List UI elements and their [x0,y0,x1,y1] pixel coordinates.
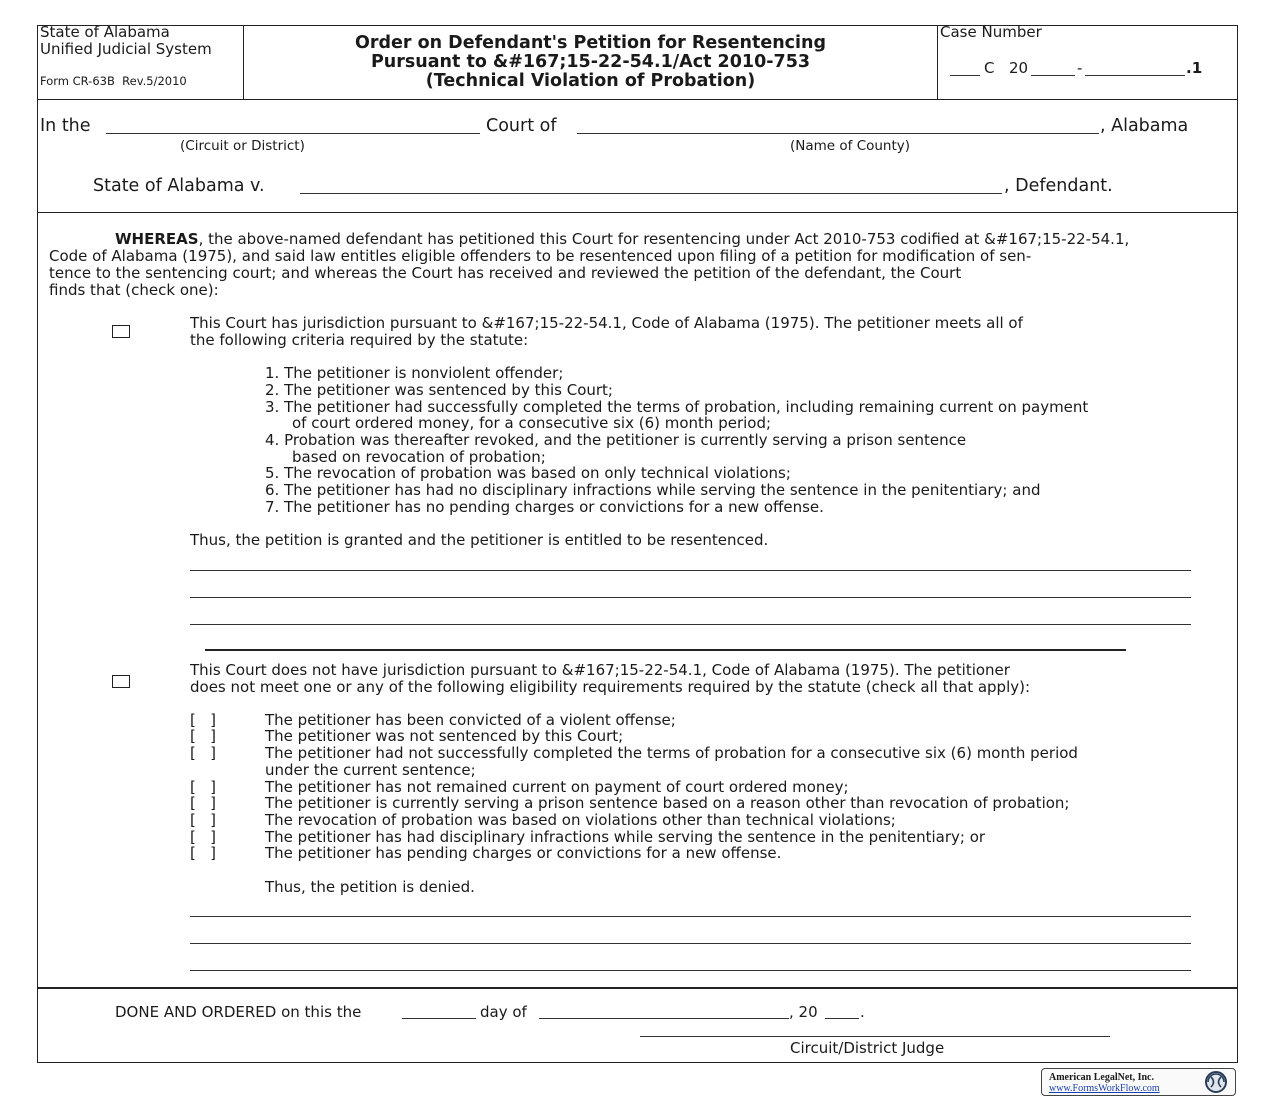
circuit-district-field[interactable] [106,133,480,134]
day-of-label: day of [480,1003,527,1021]
header-divider-right [937,25,938,100]
state-name: State of Alabama [40,23,170,41]
denied-bracket-3[interactable]: [ ] [190,744,217,762]
date-period: . [860,1003,865,1021]
criteria-item-3-cont: of court ordered money, for a consecutive six (6) month period; [292,414,772,432]
criteria-item-1: 1. The petitioner is nonviolent offender; [265,364,564,382]
state-v-label: State of Alabama v. [93,176,265,196]
denied-conclusion: Thus, the petition is denied. [265,878,475,896]
county-field[interactable] [577,133,1099,134]
logo-globe-icon [1199,1070,1231,1094]
whereas-text: , the above-named defendant has petitioned this Court for resentencing under Act 2010-753 codified at &#167;15-22-54.1, [198,230,1130,248]
case-number-field-year[interactable] [1031,75,1075,76]
denied-bracket-1[interactable]: [ ] [190,711,217,729]
options-separator [205,649,1126,651]
granted-checkbox[interactable] [112,325,130,338]
whereas-line2: Code of Alabama (1975), and said law entitles eligible offenders to be resentenced upon filing of a petition for modification of sen- [49,247,1032,265]
form-id: Form CR-63B Rev.5/2010 [40,74,187,88]
judicial-system: Unified Judicial System [40,40,212,58]
granted-conclusion: Thus, the petition is granted and the petitioner is entitled to be resentenced. [190,531,769,549]
criteria-item-4-cont: based on revocation of probation; [292,448,546,466]
criteria-item-5: 5. The revocation of probation was based on only technical violations; [265,464,791,482]
defendant-label: , Defendant. [1004,176,1113,196]
day-field[interactable] [402,1018,476,1019]
done-ordered-label: DONE AND ORDERED on this the [115,1003,362,1021]
denied-notes-line-2[interactable] [190,943,1191,944]
denied-item-5: The petitioner is currently serving a prison sentence based on a reason other than revocation of probation; [265,794,1070,812]
criteria-item-2: 2. The petitioner was sentenced by this Court; [265,381,613,399]
court-of-label: Court of [486,116,557,136]
denied-bracket-5[interactable]: [ ] [190,794,217,812]
case-number-field-seq[interactable] [1085,75,1185,76]
judge-signature-line[interactable] [640,1036,1110,1037]
year-prefix: , 20 [789,1003,818,1021]
year-field[interactable] [825,1018,859,1019]
denied-item-2: The petitioner was not sentenced by this Court; [265,727,624,745]
american-legalnet-logo[interactable] [1041,1068,1236,1096]
county-caption: (Name of County) [790,138,911,154]
denied-item-8: The petitioner has pending charges or convictions for a new offense. [265,844,782,862]
denied-notes-line-3[interactable] [190,970,1191,971]
denied-bracket-8[interactable]: [ ] [190,844,217,862]
criteria-item-3: 3. The petitioner had successfully completed the terms of probation, including remaining current on payment [265,398,1089,416]
denied-bracket-7[interactable]: [ ] [190,828,217,846]
case-number-c: C [984,59,995,77]
whereas-line3: tence to the sentencing court; and whereas the Court has received and reviewed the petition of the defendant, the Court [49,264,962,282]
criteria-item-4: 4. Probation was thereafter revoked, and the petitioner is currently serving a prison sentence [265,431,967,449]
granted-notes-line-1[interactable] [190,570,1191,571]
logo-url[interactable]: www.FormsWorkFlow.com [1049,1083,1160,1094]
denied-item-6: The revocation of probation was based on violations other than technical violations; [265,811,896,829]
denied-item-4: The petitioner has not remained current on payment of court ordered money; [265,778,849,796]
granted-notes-line-3[interactable] [190,624,1191,625]
whereas-line1 [115,231,1129,248]
criteria-item-6: 6. The petitioner has had no disciplinary infractions while serving the sentence in the penitentiary; and [265,481,1041,499]
criteria-item-7: 7. The petitioner has no pending charges or convictions for a new offense. [265,498,824,516]
circuit-or-district-caption: (Circuit or District) [180,138,305,154]
denied-bracket-6[interactable]: [ ] [190,811,217,829]
denied-item-7: The petitioner has had disciplinary infractions while serving the sentence in the penitentiary; or [265,828,986,846]
body-border-right [1237,100,1238,1063]
denied-bracket-4[interactable]: [ ] [190,778,217,796]
whereas-line4: finds that (check one): [49,281,219,299]
alabama-label: , Alabama [1100,116,1189,136]
denied-item-1: The petitioner has been convicted of a violent offense; [265,711,676,729]
denied-item-3-cont: under the current sentence; [265,761,476,779]
granted-intro-line1: This Court has jurisdiction pursuant to &#167;15-22-54.1, Code of Alabama (1975). The petitioner meets all of [190,314,1023,332]
denied-notes-line-1[interactable] [190,916,1191,917]
form-title-line2: Pursuant to &#167;15-22-54.1/Act 2010-753 [370,52,811,72]
denied-item-3: The petitioner had not successfully completed the terms of probation for a consecutive six (6) month period [265,744,1078,762]
granted-notes-line-2[interactable] [190,597,1191,598]
case-number-label: Case Number [940,23,1042,41]
denied-bracket-2[interactable]: [ ] [190,727,217,745]
form-title-line3: (Technical Violation of Probation) [425,71,756,91]
case-number-suffix: .1 [1186,59,1203,77]
denied-intro-line1: This Court does not have jurisdiction pursuant to &#167;15-22-54.1, Code of Alabama (1975). The petitioner [190,661,1010,679]
court-section-divider [37,212,1238,213]
granted-intro-line2: the following criteria required by the statute: [190,331,529,349]
case-number-20: 20 [1009,59,1029,77]
denied-checkbox[interactable] [112,675,130,688]
denied-intro-line2: does not meet one or any of the following eligibility requirements required by the statute (check all that apply): [190,678,1031,696]
body-border-left [37,100,38,1063]
whereas-lead: WHEREAS [115,230,199,248]
footer-bottom-border [37,1062,1238,1063]
logo-company: American LegalNet, Inc. [1049,1072,1154,1083]
in-the-label: In the [40,116,91,136]
form-title-line1: Order on Defendant's Petition for Resentencing [354,33,827,53]
case-number-dash: - [1077,59,1083,77]
case-number-field-1[interactable] [950,75,980,76]
month-field[interactable] [539,1018,789,1019]
judge-signature-caption: Circuit/District Judge [790,1039,945,1057]
defendant-name-field[interactable] [300,193,1002,194]
footer-divider [37,987,1238,989]
